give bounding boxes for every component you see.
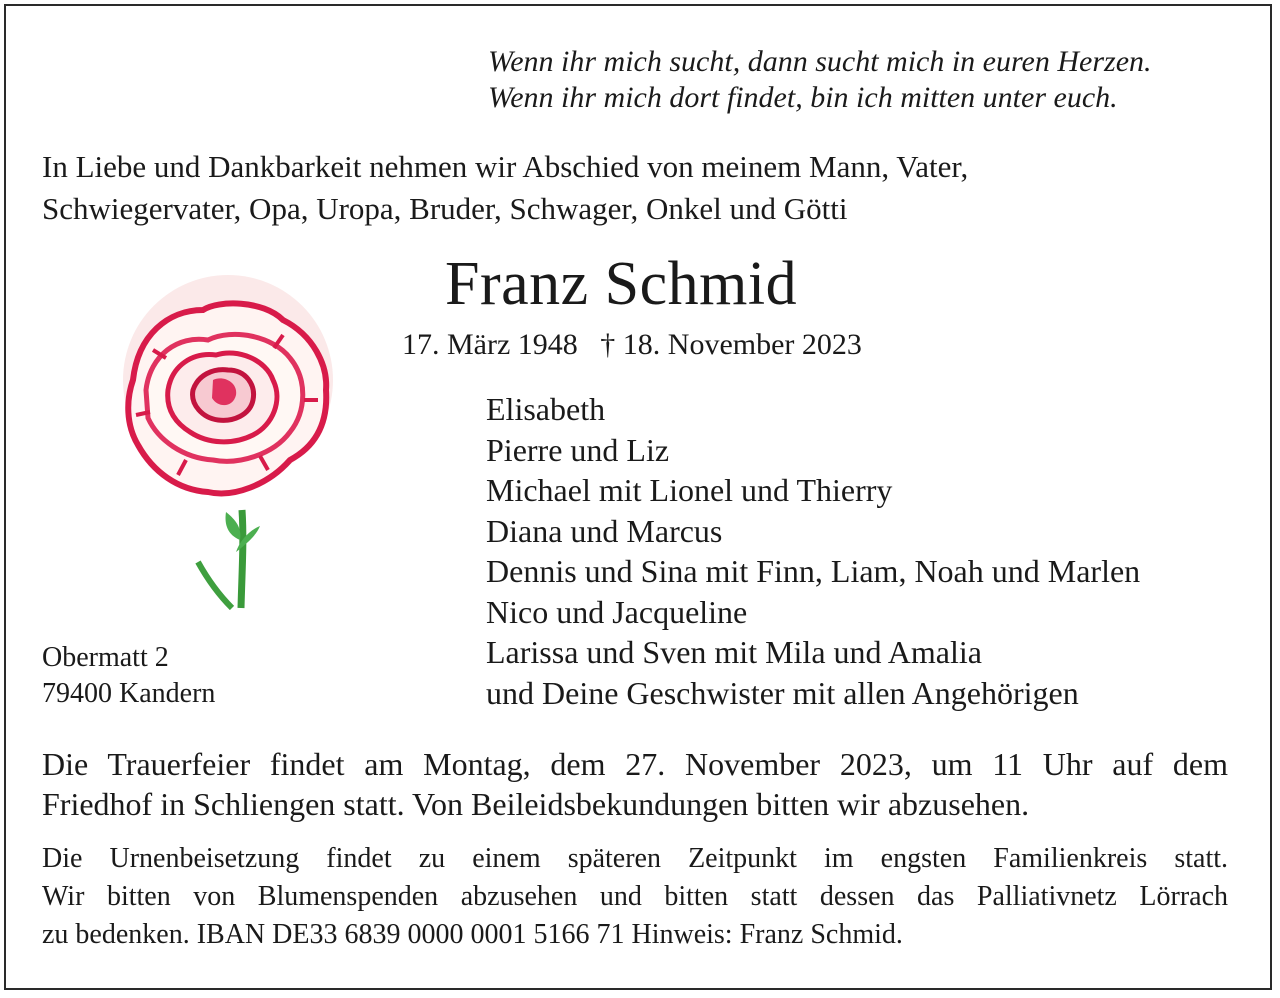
funeral-service-text: [42, 744, 1228, 824]
intro-line: In Liebe und Dankbarkeit nehmen wir Abschied von meinem Mann, Vater,: [42, 149, 969, 184]
birth-date: 17. März 1948: [402, 328, 578, 361]
motto-line: Wenn ihr mich sucht, dann sucht mich in euren Herzen.: [488, 45, 1152, 78]
mourner-item: und Deine Geschwister mit allen Angehörigen: [486, 674, 1079, 711]
life-dates: [402, 326, 862, 364]
carnation-icon: [28, 240, 398, 610]
motto-quote: [488, 44, 1152, 116]
urn-line: zu bedenken. IBAN DE33 6839 0000 0001 5166 71 Hinweis: Franz Schmid.: [42, 919, 903, 950]
deceased-name: Franz Schmid: [445, 250, 798, 318]
mourner-item: Larissa und Sven mit Mila und Amalia: [486, 634, 982, 670]
motto-line: Wenn ihr mich dort findet, bin ich mitten unter euch.: [488, 81, 1118, 114]
intro-text: [42, 146, 1222, 230]
service-line: Friedhof in Schliengen statt. Von Beileidsbekundungen bitten wir abzusehen.: [42, 786, 1030, 822]
address-city: 79400 Kandern: [42, 678, 216, 709]
urn-line: Wir bitten von Blumenspenden abzusehen und bitten statt dessen das Palliativnetz Lörrach: [42, 881, 1228, 912]
service-line: Die Trauerfeier findet am Montag, dem 27. November 2023, um 11 Uhr auf dem: [42, 746, 1228, 782]
mourner-item: Dennis und Sina mit Finn, Liam, Noah und Marlen: [486, 553, 1141, 589]
mourner-item: Diana und Marcus: [486, 512, 723, 549]
urn-burial-text: [42, 840, 1228, 954]
mourner-item: Elisabeth: [486, 391, 606, 427]
family-address: [42, 640, 215, 712]
mourner-item: Michael mit Lionel und Thierry: [486, 472, 893, 508]
intro-line: Schwiegervater, Opa, Uropa, Bruder, Schwager, Onkel und Götti: [42, 191, 848, 226]
mourner-item: Nico und Jacqueline: [486, 593, 748, 630]
address-street: Obermatt 2: [42, 642, 169, 673]
mourners-list: [486, 389, 1140, 713]
urn-line: Die Urnenbeisetzung findet zu einem späteren Zeitpunkt im engsten Familienkreis statt.: [42, 843, 1228, 874]
death-date: † 18. November 2023: [600, 328, 862, 361]
mourner-item: Pierre und Liz: [486, 431, 670, 468]
